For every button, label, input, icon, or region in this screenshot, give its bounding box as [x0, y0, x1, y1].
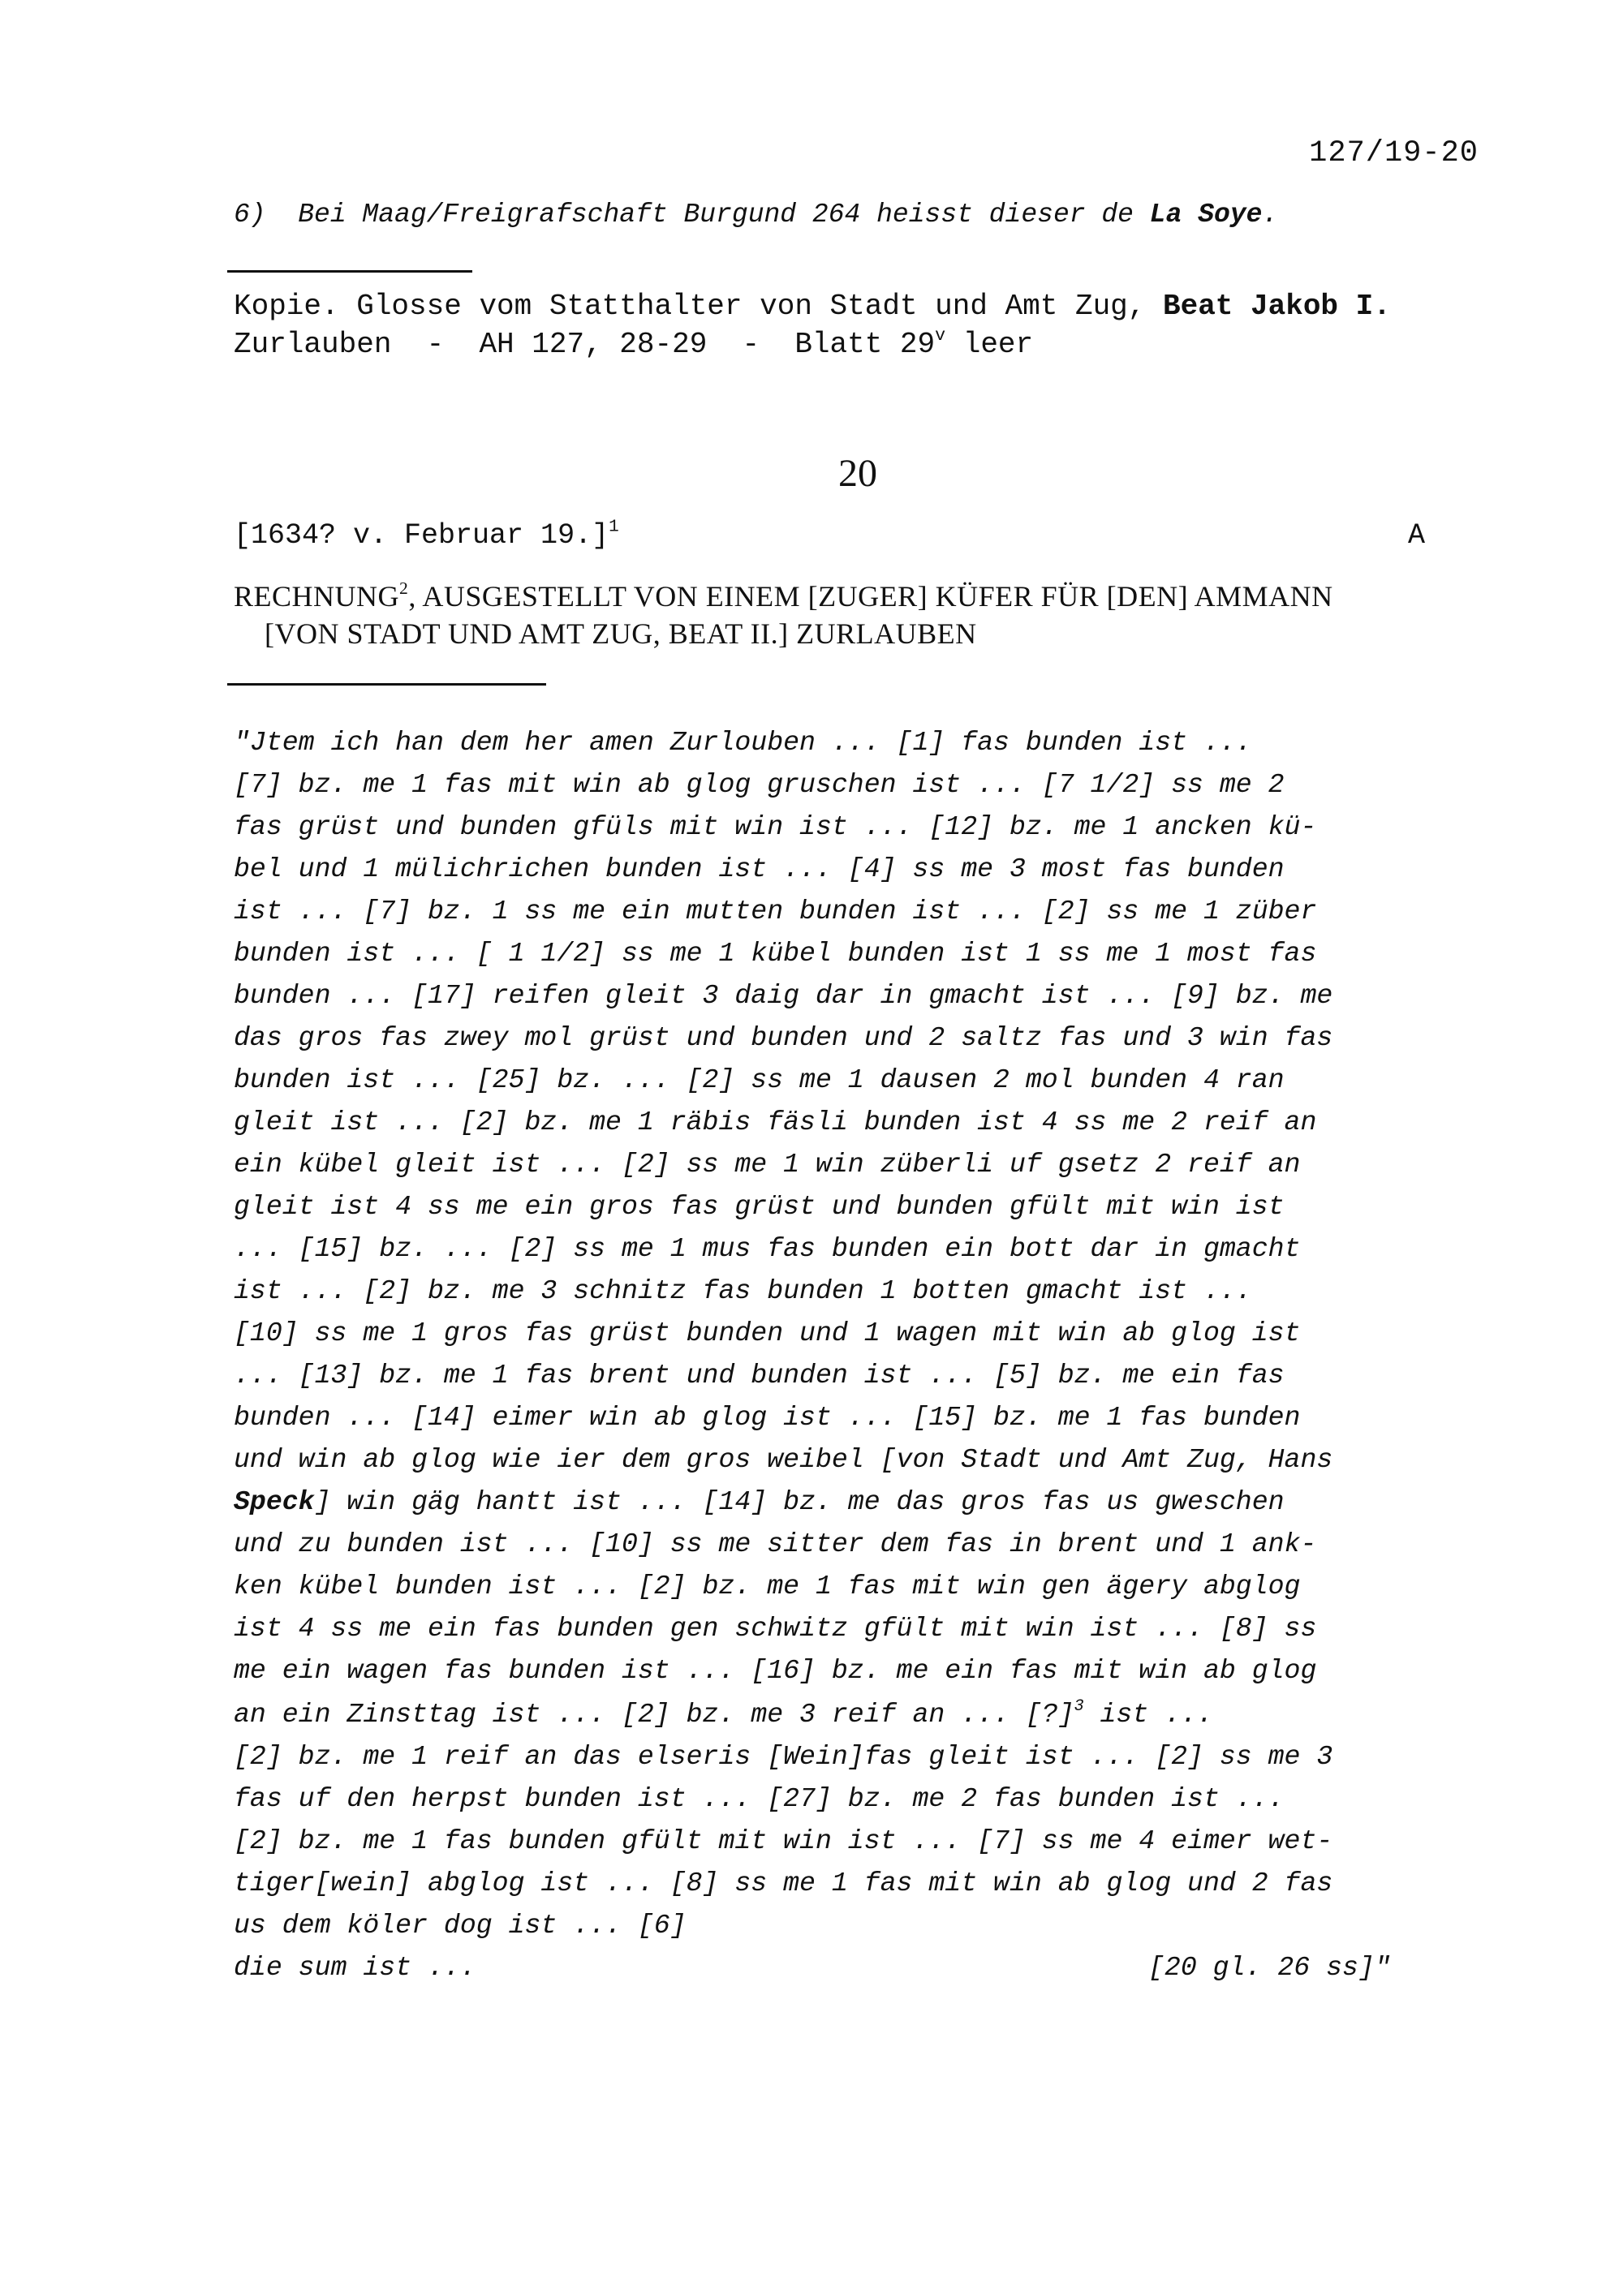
footnote-bold-name: La Soye — [1149, 200, 1263, 230]
title-footnote-marker: 2 — [399, 578, 409, 598]
body-line: gleit ist ... [2] bz. me 1 räbis fäsli bunden ist 4 ss me 2 reif an — [234, 1107, 1317, 1137]
separator-rule — [227, 270, 472, 273]
body-line: ist ... [7] bz. 1 ss me ein mutten bunden ist ... [2] ss me 1 züber — [234, 896, 1317, 927]
body-bold-name: Speck — [234, 1486, 315, 1517]
date-text: [1634? v. Februar 19.] — [234, 519, 609, 552]
body-line: bel und 1 mülichrichen bunden ist ... [4] ss me 3 most fas bunden — [234, 853, 1285, 884]
body-line: und win ab glog wie ier dem gros weibel [von Stadt und Amt Zug, Hans — [234, 1444, 1333, 1475]
title-rest: , AUSGESTELLT VON EINEM [ZUGER] KÜFER FÜR [DEN] AMMANN — [408, 580, 1333, 613]
body-line: ... [13] bz. me 1 fas brent und bunden ist ... [5] bz. me ein fas — [234, 1360, 1285, 1391]
body-line: me ein wagen fas bunden ist ... [16] bz. me ein fas mit win ab glog — [234, 1655, 1317, 1686]
body-line-text: an ein Zinsttag ist ... [2] bz. me 3 reif an ... [?] — [234, 1699, 1074, 1730]
body-line: ... [15] bz. ... [2] ss me 1 mus fas bunden ein bott dar in gmacht — [234, 1233, 1301, 1264]
source-note-sup: v — [935, 325, 946, 346]
source-note-suffix: leer — [945, 328, 1034, 361]
body-line: und zu bunden ist ... [10] ss me sitter dem fas in brent und 1 ank- — [234, 1529, 1317, 1559]
sum-value: [20 gl. 26 ss]" — [1148, 1952, 1391, 1983]
body-line: fas grüst und bunden gfüls mit win ist ... [12] bz. me 1 ancken kü- — [234, 811, 1317, 842]
body-line: tiger[wein] abglog ist ... [8] ss me 1 fas mit win ab glog und 2 fas — [234, 1868, 1333, 1898]
body-line: [2] bz. me 1 fas bunden gfült mit win ist ... [7] ss me 4 eimer wet- — [234, 1825, 1333, 1856]
footnote — [234, 200, 1278, 230]
source-note-line-2 — [234, 325, 1034, 361]
body-line: fas uf den herpst bunden ist ... [27] bz. me 2 fas bunden ist ... — [234, 1783, 1285, 1814]
document-title-line-1 — [234, 579, 1333, 613]
source-note-line-1 — [234, 290, 1391, 323]
separator-rule — [227, 683, 546, 686]
body-line: "Jtem ich han dem her amen Zurlouben ... [1] fas bunden ist ... — [234, 727, 1252, 758]
document-number: 20 — [838, 452, 877, 495]
body-line: bunden ... [17] reifen gleit 3 daig dar in gmacht ist ... [9] bz. me — [234, 980, 1333, 1011]
body-line-rest: ] win gäg hantt ist ... [14] bz. me das gros fas us gweschen — [314, 1486, 1285, 1517]
document-date — [234, 519, 619, 552]
source-note-ref: Zurlauben - AH 127, 28-29 - Blatt 29 — [234, 328, 936, 361]
source-note-bold-name: Beat Jakob I. — [1163, 290, 1391, 323]
body-line-rest: ist ... — [1083, 1699, 1213, 1730]
body-line: ken kübel bunden ist ... [2] bz. me 1 fas mit win gen ägery abglog — [234, 1571, 1301, 1602]
body-line: ist ... [2] bz. me 3 schnitz fas bunden 1 botten gmacht ist ... — [234, 1275, 1252, 1306]
source-note-text: Kopie. Glosse vom Statthalter von Stadt und Amt Zug, — [234, 290, 1163, 323]
body-line: gleit ist 4 ss me ein gros fas grüst und bunden gfült mit win ist — [234, 1191, 1285, 1222]
sum-label: die sum ist ... — [234, 1952, 476, 1983]
footnote-text: 6) Bei Maag/Freigrafschaft Burgund 264 heisst dieser de — [234, 200, 1150, 230]
body-line: ein kübel gleit ist ... [2] ss me 1 win züberli uf gsetz 2 reif an — [234, 1149, 1301, 1180]
body-line: das gros fas zwey mol grüst und bunden und 2 saltz fas und 3 win fas — [234, 1022, 1333, 1053]
body-line: bunden ist ... [25] bz. ... [2] ss me 1 dausen 2 mol bunden 4 ran — [234, 1064, 1285, 1095]
date-footnote-marker: 1 — [609, 518, 619, 537]
body-line: bunden ... [14] eimer win ab glog ist ... [15] bz. me 1 fas bunden — [234, 1402, 1301, 1433]
title-text: RECHNUNG — [234, 580, 400, 613]
body-line: [2] bz. me 1 reif an das elseris [Wein]fas gleit ist ... [2] ss me 3 — [234, 1741, 1333, 1772]
body-line: bunden ist ... [ 1 1/2] ss me 1 kübel bunden ist 1 ss me 1 most fas — [234, 938, 1317, 969]
body-line: ist 4 ss me ein fas bunden gen schwitz gfült mit win ist ... [8] ss — [234, 1613, 1317, 1644]
body-footnote-marker: 3 — [1074, 1696, 1084, 1716]
footnote-suffix: . — [1262, 200, 1279, 230]
body-line — [234, 1486, 1285, 1517]
body-line: [7] bz. me 1 fas mit win ab glog gruschen ist ... [7 1/2] ss me 2 — [234, 769, 1285, 800]
page-number: 127/19-20 — [1309, 136, 1479, 170]
document-letter: A — [1408, 519, 1426, 552]
body-line — [234, 1696, 1213, 1730]
body-line: us dem köler dog ist ... [6] — [234, 1910, 687, 1941]
document-title-line-2: [VON STADT UND AMT ZUG, BEAT II.] ZURLAUBEN — [234, 617, 977, 650]
body-line: [10] ss me 1 gros fas grüst bunden und 1 wagen mit win ab glog ist — [234, 1318, 1301, 1348]
